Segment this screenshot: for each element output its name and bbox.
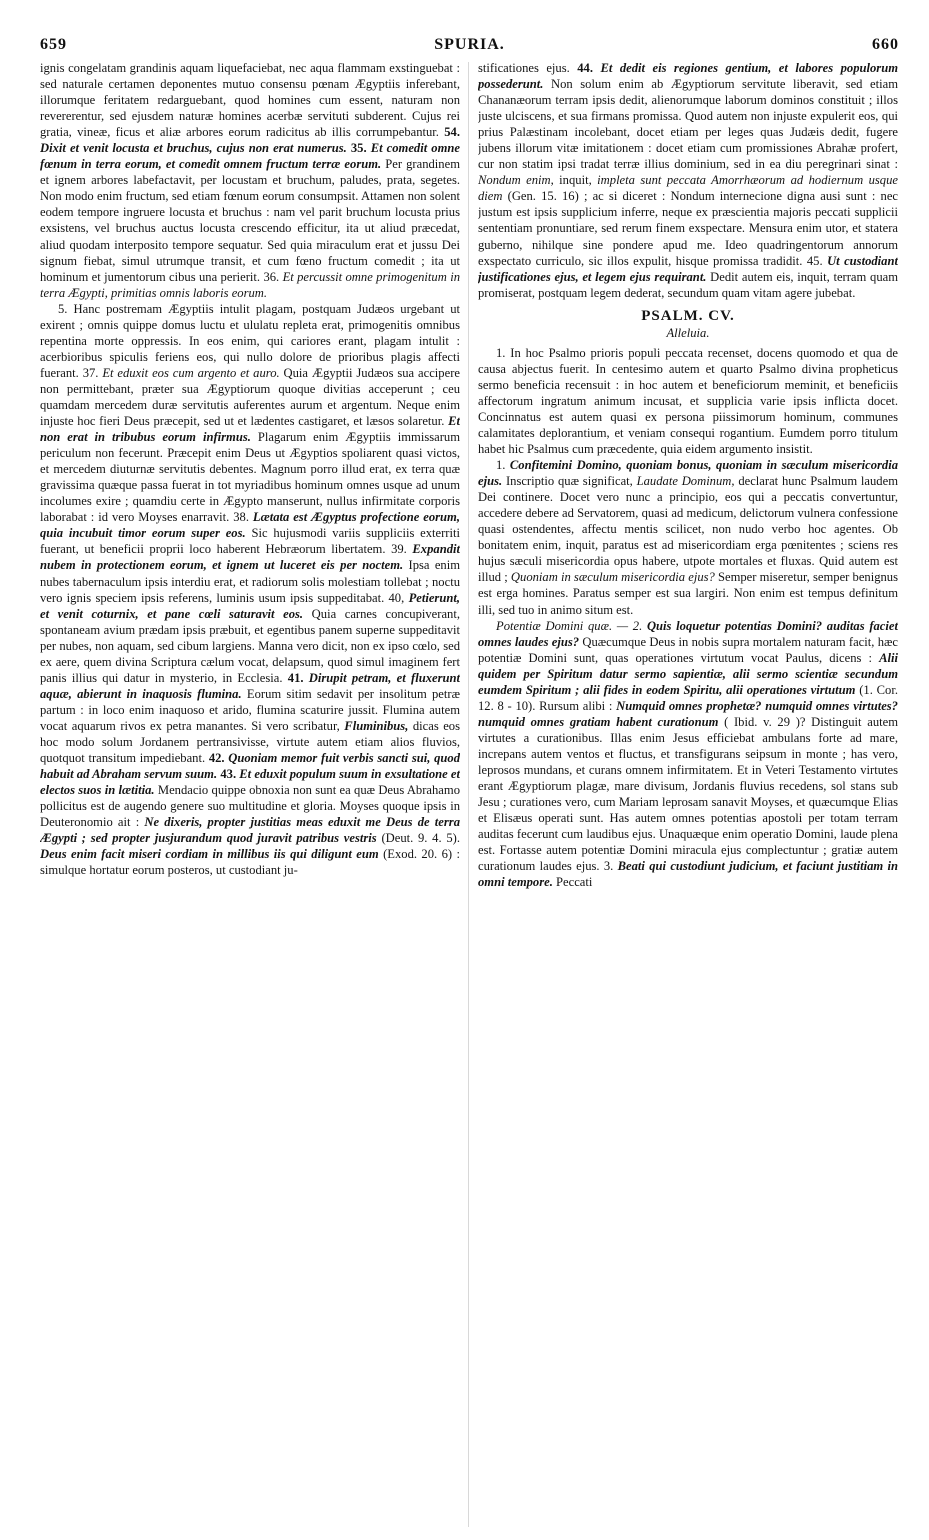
verse-number: 54. (444, 125, 460, 140)
text-run: Quia Ægyptii Judæos sua accipere non permittebant, præter sua Ægyptiorum quoque divitias acceperunt ; ceu quamdam mercedem duræ servitutis auferentes aurum et argentum. Neque enim injuste hoc fieri Deus præcepit, sed ut et lædentes castigaret, et læsos solaretur. (40, 365, 460, 429)
text-run: Quæcumque Deus in nobis supra mortalem naturam facit, hæc potentiæ Domini sunt, quas operationes virtutum vocat Paulus, dicens : (478, 634, 898, 665)
verse-text: Quoniam in sæculum misericordia ejus? (510, 570, 715, 585)
text-run: (Gen. 15. 16) ; ac si diceret : Nondum internecione digna ausi sunt : nec justum est ipsis supplicium inferre, neque ex præscientia majoris peccati supplicii sententiam pronuntiare, sed rerum finem exspectare. Mensura enim utor, et statera guberno, nihilque sine pondere apud me. Ideo quadringentorum annorum exspectato curriculo, sic illos expulit, hisque promissa tradidit. 45. (478, 189, 898, 268)
verse-text: Et percussit omne primogenitum in terra Ægypti, primitias omnis laboris eorum. (40, 269, 460, 300)
text-run: 5. Hanc postremam Ægyptiis intulit plagam, postquam Judæos urgebant ut exirent ; omnis quippe domus luctu et ululatu repleta erat, primogenitis omnibus repentina morte oppressis. In eos enim, qui cariores erant, plagam intulit : acerbioribus spiculis feriens eos, qui nullo dolore de prioribus plagis affecti fuerant. 37. (40, 301, 460, 380)
verse-number: 41. (287, 670, 309, 685)
text-run: Semper miseretur, semper benignus est erga homines. Paratus semper est sua largiri. Non enim est tempus definitum illi, sed tuo in animo situm est. (478, 570, 898, 617)
verse-text: Beati qui custodiunt judicium, et faciunt justitiam in omni tempore. (478, 859, 898, 890)
text-run: Inscriptio quæ significat, (502, 474, 637, 489)
page-number-right: 660 (872, 36, 899, 53)
text-run: Ipsa enim nubes tabernaculum ipsis interdiu erat, et radiorum solis molestiam tollebat ; noctu vero ignis speciem ipsis referens, luminis usum ipsis suppeditabat. 40, (40, 558, 460, 605)
verse-text: Ut custodiant justificationes ejus, et legem ejus requirant. (478, 253, 898, 284)
column-divider (468, 62, 469, 1527)
verse-number: 44. (577, 61, 601, 75)
quotation: Ne dixeris, propter justitias meas eduxit me Deus de terra Ægypti ; sed propter jusjurandum quod juravit patribus vestris (40, 815, 460, 846)
citation: (1. Cor. 12. 8 - 10). Rursum alibi : (478, 682, 898, 713)
verse-text: Quoniam memor fuit verbis sancti sui, quod habuit ad Abraham servum suum. (40, 751, 460, 782)
verse-text: Dirupit petram, et fluxerunt aquæ, abierunt in inaquosis flumina. (40, 670, 460, 701)
verse-text: Et eduxit populum suum in exsultatione et electos suos in lætitia. (40, 767, 460, 798)
quotation: Numquid omnes prophetæ? numquid omnes virtutes? numquid omnes gratiam habent curationum (478, 698, 898, 729)
citation: (Deut. 9. 4. 5). (376, 831, 460, 846)
text-run: Eorum sitim sedavit per insolitum petræ partum : in loco enim inaquoso et arido, flumina scaturire jussit. Flumina autem vocat aquarum rivos ex petra manantes. Si vero scribatur, (40, 686, 460, 733)
right-column (478, 60, 898, 1530)
verse-number: 35. (346, 141, 371, 156)
text-run: Quia carnes concupiverant, spontaneam avium prædam ipsis præbuit, et egentibus panem superne suppeditavit per nubes, non aquam, sed cibum largiens. Manna vero dicit, non ex ipso cœlo, sed ex aere, quem divina Scriptura cælum vocat, delapsum, quod simul imaginem fert panis illius qui datur in mysterio, in Ecclesia. (40, 606, 460, 685)
verse-number: 43. (220, 767, 240, 782)
text-run: dicas eos hoc modo solum Jordanem pertransivisse, virtute autem etiam alios fluvios, quotquot transitum impediebant. (40, 718, 460, 766)
verse-text: Et dedit eis regiones gentium, et labores populorum possederunt. (478, 61, 898, 92)
text-run: ignis congelatam grandinis aquam liquefaciebat, nec aqua flammam exstinguebat : sed naturale certamen deponentes mutuo consensu pœnam Ægyptiis inferebant, illorumque feritatem redarguebant, quod homines cum essent, naturam non revererentur, sed ejusdem naturæ homines acerbæ servituti subderent. Cujus rei gratia, vineæ, ficus et aliæ arbores eorum radicitus ab illis corrumpebantur. (40, 61, 460, 140)
paragraph (478, 618, 898, 891)
quotation: impleta sunt peccata Amorrhæorum ad hodiernum usque diem (478, 173, 898, 204)
section-label: Potentiæ Domini quæ. — 2. (496, 618, 647, 633)
quotation: Deus enim facit miseri cordiam in millibus iis qui diligunt eum (40, 847, 379, 862)
paragraph: 1. In hoc Psalmo prioris populi peccata recenset, docens quomodo et qua de causa abjectus fuerit. In centesimo autem et quarto Psalmo divina propheticus sermo beneficia recensuit : in hoc autem et beneficiorum meminit, et beneficiis affectorum ingratum animum incusat, et supplicia varie ipsis inflicta docet. Concinnatus est autem quasi ex persona piissimorum hominum, communes calamitates deplorantium, et veniam consequi rogantium. Eumdem porro titulum habet hic Psalmus cum præcedente, quia eidem argumento insistit. (478, 345, 898, 457)
verse-text: Quis loquetur potentias Domini? auditas faciet omnes laudes ejus? (478, 618, 898, 649)
quotation: Laudate Dominum, (636, 474, 735, 489)
verse-text: Et non erat in tribubus eorum infirmus. (40, 414, 460, 445)
paragraph (40, 301, 460, 879)
running-header (40, 32, 899, 54)
text-run: Peccati (552, 875, 593, 890)
text-run: Mendacio quippe obnoxia non sunt ea quæ Deus Abrahamo pollicitus est de augendo genere suo multitudine et gloria. Moyses quoque ipsis in Deuteronomio ait : (40, 783, 460, 830)
text-run: inquit, (553, 173, 598, 188)
verse-number: 42. (208, 751, 229, 766)
verse-text: Et eduxit eos cum argento et auro. (102, 365, 280, 380)
verse-text: Expandit nubem in protectionem eorum, et ignem ut luceret eis per noctem. (40, 542, 460, 573)
text-run: Per grandinem et ignem arbores labefactavit, per locustam et bruchum, paludes, prata, segetes. Non modo enim fructum, sed etiam fœnum eorum consumpsit. Attamen non solent eodem tempore ingruere locusta et bruchus : nam vel parit bruchum locusta prius exsistens, vel bruchus auctus locusta crescendo efficitur, ita ut aliud præcedat, aliud quodam interposito tempore sequatur. Sed quia miraculum erat et jussu Dei signum fiebat, simul utrumque transit, et cum fœno fructum comedit ; ita ut hominum et jumentorum cibus una perierit. 36. (40, 157, 460, 284)
text-run: stificationes ejus. (478, 61, 578, 75)
quotation: Nondum enim, (478, 173, 554, 188)
verse-text: Confitemini Domino, quoniam bonus, quoniam in sæculum misericordia ejus. (478, 458, 898, 489)
verse-text: Lætata est Ægyptus profectione eorum, quia incubuit timor eorum super eos. (40, 510, 460, 541)
psalm-heading: PSALM. CV. (641, 307, 735, 324)
paragraph (478, 60, 898, 301)
text-run: Plagarum enim Ægyptiis immissarum periculum non fecerunt. Præcepit enim Deus ut Ægyptios spoliarent quasi victos, et mercedem diuturnæ servitutis debentes. Magnum porro illud erat, ex terra quæ gravissima quæque passa fuerat in tot myriadibus hominum omnes usque ad unum incolumes exire ; quamdiu certe in Ægypto manserunt, nullus infirmitate corporis laborabat : id vero Moyses enarravit. 38. (40, 430, 460, 525)
verse-text: Et comedit omne fœnum in terra eorum, et comedit omnem fructum terræ eorum. (40, 141, 460, 172)
paragraph (478, 457, 898, 617)
page-number-left: 659 (40, 36, 67, 53)
text-run: (Exod. 20. 6) : simulque hortatur eorum posteros, ut custodiant ju- (40, 847, 460, 878)
running-title: SPURIA. (434, 36, 505, 53)
verse-number: 1. (496, 458, 510, 473)
psalm-subtitle: Alleluia. (666, 325, 710, 340)
verse-text: Fluminibus, (344, 718, 409, 733)
text-run: Sic hujusmodi variis suppliciis exterriti fuerant, ut beneficii proprii loco haberent Hebræorum libertatem. 39. (40, 526, 460, 557)
text-run: Non solum enim ab Ægyptiorum servitute liberavit, sed etiam Chananæorum terram ipsis dedit, alienorumque laborum dominos constituit ; illos juste ulciscens, et sua firmans promissa. Quod autem non injuste expulerit eos, qui prius Palæstinam incolebant, docet etiam per leges quas Judæis dedit, fugere jubens illorum vitæ imitationem : docet etiam cum promissiones Abrahæ profert, cur non statim ipsi tradat terræ illius dominium, sed in ea diu peregrinari sinat : (478, 77, 898, 172)
text-run: Dedit autem eis, inquit, terram quam promiserat, postquam legem dederat, secundum quam vitam agere jubebat. (478, 269, 898, 300)
verse-text: Petierunt, et venit coturnix, et pane cœli saturavit eos. (40, 590, 460, 621)
verse-text: Dixit et venit locusta et bruchus, cujus non erat numerus. (40, 141, 347, 156)
left-column (40, 60, 460, 1530)
text-run: declarat hunc Psalmum laudem Dei continere. Docet vero nunc a principio, eos qui a peccatis convertuntur, accedere debere ad Servatorem, quasi ad medicum, delictorum vulnera confessione quasi ostendentes, affectu mentis scilicet, non nudo verbo hoc agentes. Ob bonitatem enim, inquit, paratus est ad misericordiam erga pœnitentes ; sciens res hujus sæculi misericordia opus habere, utpote mortales et fluxas. Quid autem est illud ; (478, 474, 898, 585)
quotation: Alii quidem per Spiritum datur sermo sapientiæ, alii sermo scientiæ secundum eumdem Spiritum ; alii fides in eodem Spiritu, alii operationes virtutum (478, 650, 898, 697)
paragraph (40, 60, 460, 301)
text-run: ( Ibid. v. 29 )? Distinguit autem virtutes a curationibus. Illas enim Jesus efficiebat ambulans forte ad mare, increpans autem ventos et fluctus, et transfigurans seipsum in monte ; has vero, leprosos mundans, et curans omnem infirmitatem. Et in Veteri Testamento virtutes erant Ægyptiorum plagæ, mare divisum, Jordanis fluvius recedens, sol stans sub Jesu ; curationes vero, cum Mariam leprosam sanavit Moyses, et quæcumque Elias et Elisæus operati sunt. Has autem omnes potentias apostoli per totam terram auditas fecerunt cum laudibus ejus. Unaquæque enim operatio Domini, laude plena est. Fortasse autem potentiæ Domini miracula ejus complectuntur ; gratiæ autem curationum laudes ejus. 3. (478, 714, 898, 874)
